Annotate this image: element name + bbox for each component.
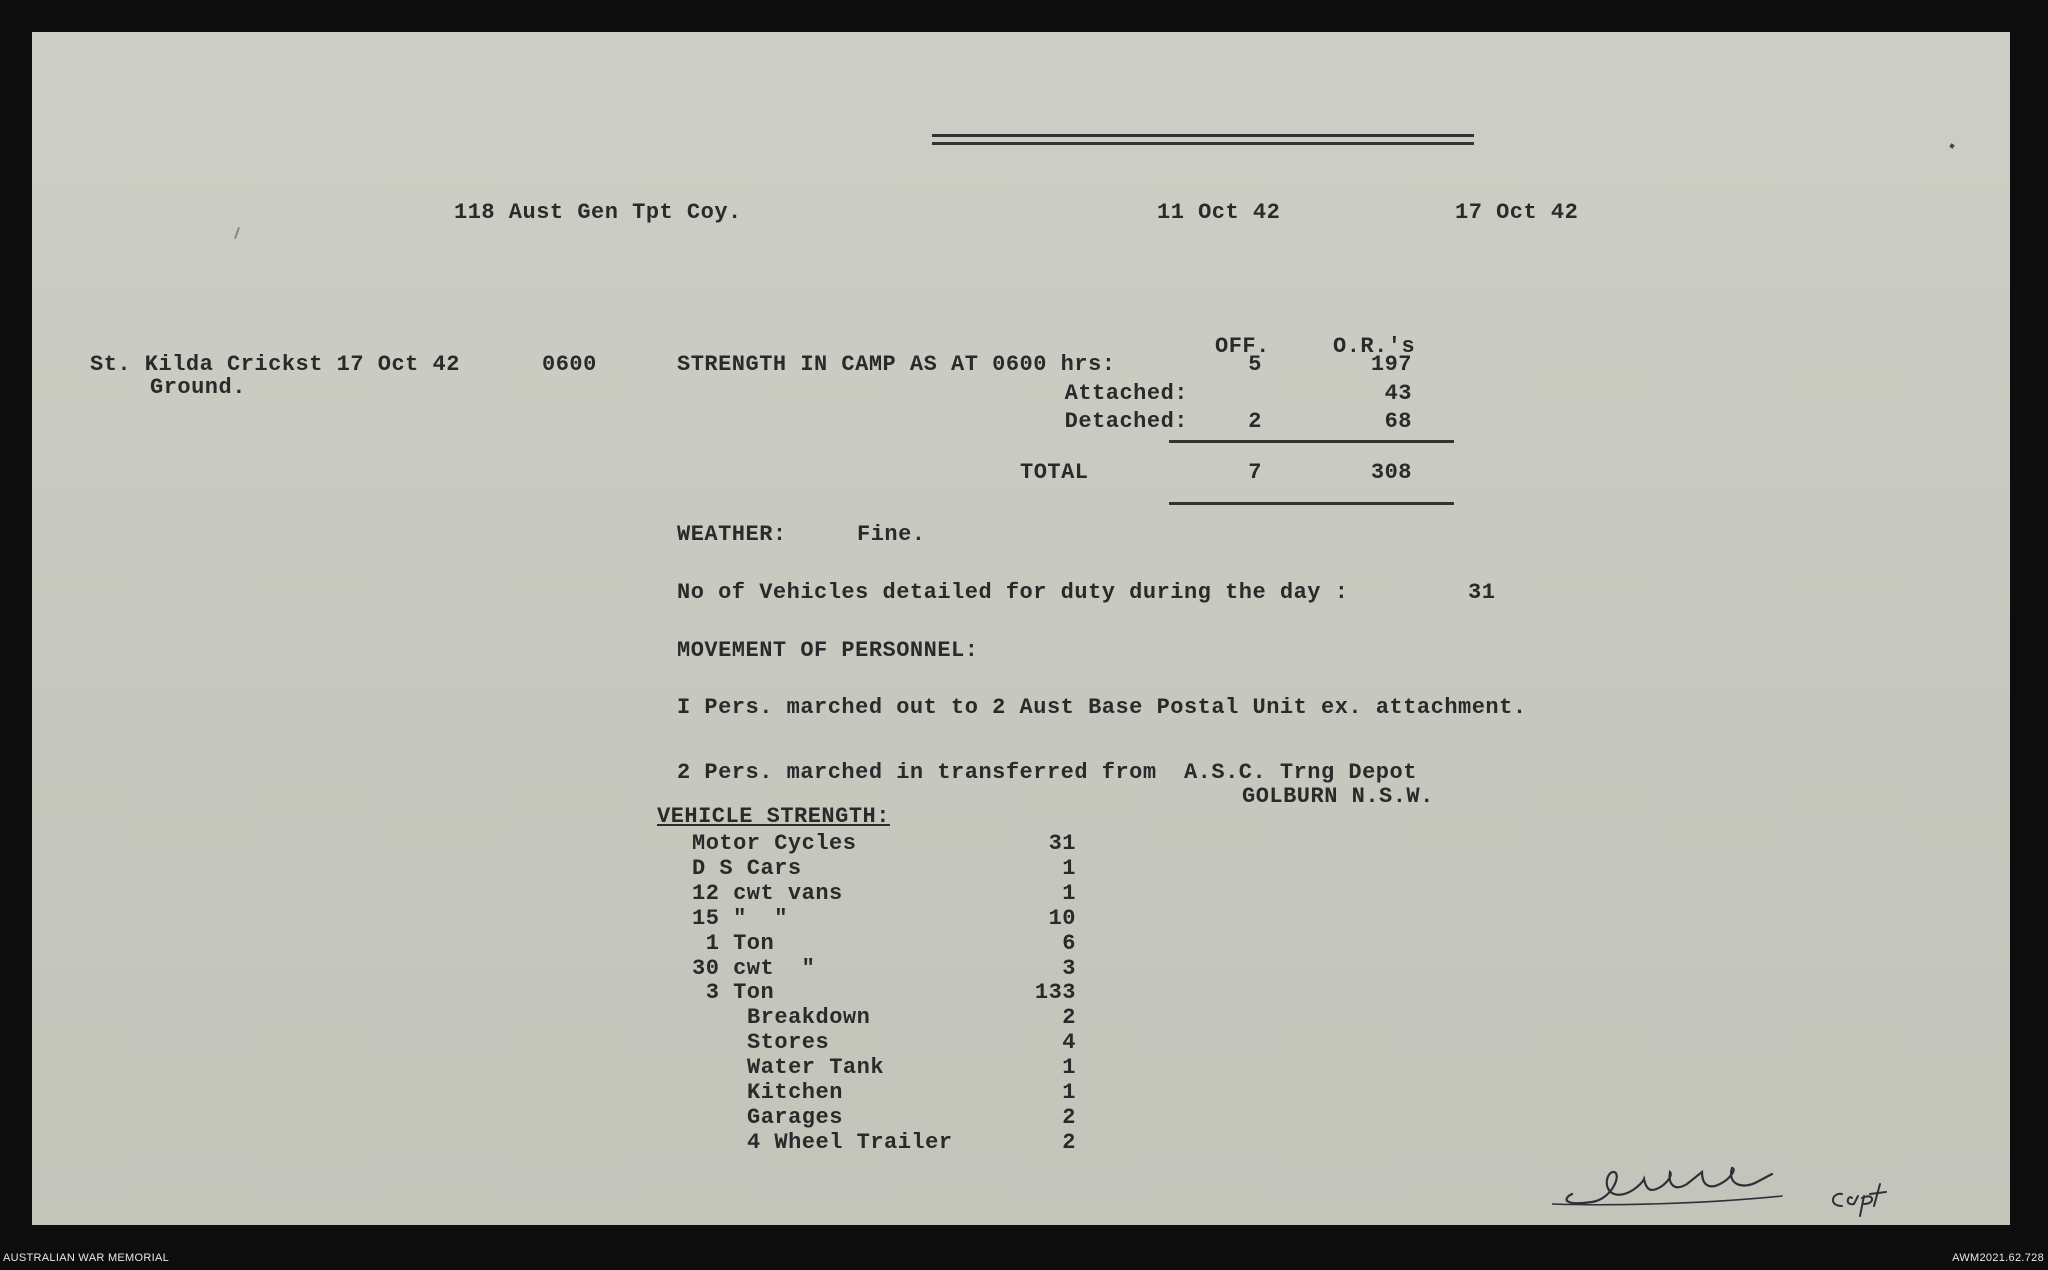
vehicle-type-count: 1: [1062, 1055, 1076, 1080]
vehicle-type-label: 1 Ton: [692, 931, 775, 956]
offrs-column-header: OFF.: [1215, 334, 1270, 359]
weather-label: WEATHER:: [677, 522, 787, 547]
place-line-2: Ground.: [150, 375, 246, 400]
signature: [1552, 1144, 1972, 1224]
attached-label: Attached:: [1064, 381, 1188, 406]
date-to: 17 Oct 42: [1455, 200, 1579, 225]
detached-label: Detached:: [1064, 409, 1188, 434]
vehicle-type-label: Garages: [747, 1105, 843, 1130]
paper-speck: [1949, 143, 1954, 148]
ors-column-header: O.R.'s: [1333, 334, 1416, 359]
vehicle-type-label: 12 cwt vans: [692, 881, 843, 906]
total-label: TOTAL: [1020, 460, 1089, 485]
vehicle-type-count: 31: [1048, 831, 1076, 856]
vehicle-type-count: 4: [1062, 1030, 1076, 1055]
vehicle-type-label: Water Tank: [747, 1055, 885, 1080]
vehicle-type-count: 133: [1034, 980, 1076, 1005]
in-camp-offrs: 5: [1248, 352, 1262, 377]
vehicle-type-count: 1: [1062, 881, 1076, 906]
vehicle-type-count: 2: [1062, 1130, 1076, 1155]
vehicles-detailed-label: No of Vehicles detailed for duty during the day :: [677, 580, 1349, 605]
total-rule-bottom: [1169, 502, 1454, 505]
attached-ors: 43: [1384, 381, 1412, 406]
vehicle-type-label: D S Cars: [692, 856, 802, 881]
header-rule-bottom: [932, 142, 1474, 145]
header-rule-top: [932, 134, 1474, 137]
footer-accession-number: AWM2021.62.728: [1952, 1252, 2044, 1264]
vehicle-strength-heading: VEHICLE STRENGTH:: [657, 804, 890, 829]
in-camp-ors: 197: [1370, 352, 1412, 377]
vehicle-type-label: Motor Cycles: [692, 831, 857, 856]
vehicle-type-count: 2: [1062, 1105, 1076, 1130]
footer-institution: AUSTRALIAN WAR MEMORIAL: [3, 1252, 170, 1264]
vehicle-type-label: Kitchen: [747, 1080, 843, 1105]
vehicle-type-count: 3: [1062, 956, 1076, 981]
movement-entry-1: I Pers. marched out to 2 Aust Base Postal Unit ex. attachment.: [677, 695, 1527, 720]
vehicle-type-label: Breakdown: [747, 1005, 871, 1030]
movement-entry-2-line-2: GOLBURN N.S.W.: [1242, 784, 1434, 809]
vehicle-type-label: Stores: [747, 1030, 830, 1055]
detached-ors: 68: [1384, 409, 1412, 434]
date-from: 11 Oct 42: [1157, 200, 1281, 225]
vehicle-type-label: 3 Ton: [692, 980, 775, 1005]
place-line-1: St. Kilda Crickst 17 Oct 42: [90, 352, 460, 377]
movement-heading: MOVEMENT OF PERSONNEL:: [677, 638, 979, 663]
vehicle-type-label: 30 cwt ": [692, 956, 816, 981]
detached-offrs: 2: [1248, 409, 1262, 434]
vehicle-type-count: 1: [1062, 1080, 1076, 1105]
total-offrs: 7: [1248, 460, 1262, 485]
vehicle-type-count: 10: [1048, 906, 1076, 931]
movement-entry-2-line-1: 2 Pers. marched in transferred from A.S.C. Trng Depot: [677, 760, 1417, 785]
total-rule-top: [1169, 440, 1454, 443]
strength-label: STRENGTH IN CAMP AS AT 0600 hrs:: [677, 352, 1116, 377]
vehicle-type-count: 6: [1062, 931, 1076, 956]
vehicle-type-label: 4 Wheel Trailer: [747, 1130, 953, 1155]
weather-value: Fine.: [857, 522, 926, 547]
total-ors: 308: [1370, 460, 1412, 485]
unit-name: 118 Aust Gen Tpt Coy.: [454, 200, 742, 225]
document-page: [32, 32, 2010, 1225]
vehicle-type-count: 2: [1062, 1005, 1076, 1030]
entry-time: 0600: [542, 352, 597, 377]
vehicles-detailed-count: 31: [1468, 580, 1496, 605]
paper-mark: [234, 227, 240, 239]
vehicle-type-count: 1: [1062, 856, 1076, 881]
vehicle-type-label: 15 " ": [692, 906, 788, 931]
